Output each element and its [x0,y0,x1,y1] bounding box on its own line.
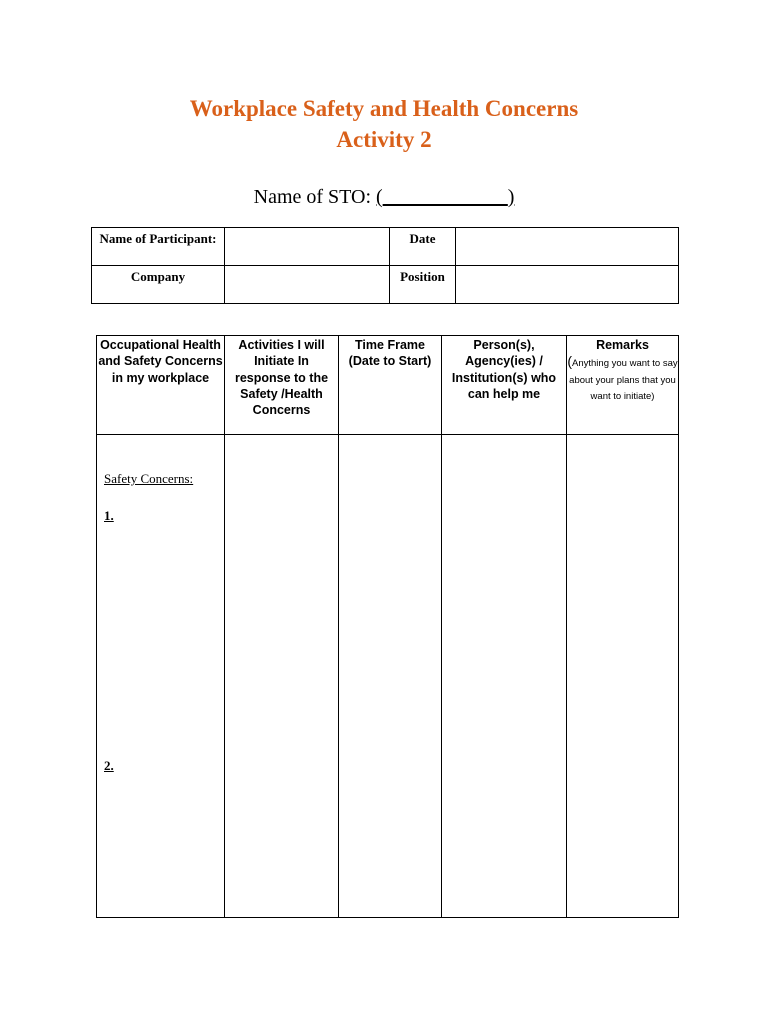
info-row-company-position [92,266,679,304]
concerns-header-row [97,336,679,435]
concerns-cell[interactable] [97,435,225,918]
document-title: Workplace Safety and Health Concerns [189,96,579,121]
participant-info-table [91,227,679,304]
position-field[interactable] [456,266,679,304]
header-remarks: Remarks (Anything you want to say about your plans that you want to initiate) [567,336,679,435]
position-label: Position [390,266,456,304]
header-persons: Person(s), Agency(ies) / Institution(s) who can help me [442,336,567,435]
safety-concerns-label: Safety Concerns: [104,471,194,486]
item-number-2: 2. [104,758,114,773]
persons-cell[interactable] [442,435,567,918]
date-field[interactable] [456,228,679,266]
concerns-body-row [97,435,679,918]
header-concerns: Occupational Health and Safety Concerns in my workplace [97,336,225,435]
remarks-cell[interactable] [567,435,679,918]
header-activities: Activities I will Initiate In response to the Safety /Health Concerns [225,336,339,435]
header-time-frame: Time Frame (Date to Start) [339,336,442,435]
sto-label: Name of STO: [253,186,377,208]
participant-name-label: Name of Participant: [92,228,225,266]
sto-blank-field[interactable]: (__ ___) [376,186,515,208]
sto-name-line [0,183,768,211]
item-number-1: 1. [104,508,114,523]
activity-title: Activity 2 [336,127,432,152]
activities-cell[interactable] [225,435,339,918]
date-label: Date [390,228,456,266]
time-frame-cell[interactable] [339,435,442,918]
remarks-subtext: Anything you want to say about your plans that you want to initiate) [569,358,678,402]
company-label: Company [92,266,225,304]
info-row-name-date [92,228,679,266]
concerns-table [96,335,679,918]
company-field[interactable] [225,266,390,304]
remarks-title: Remarks [596,338,649,352]
participant-name-field[interactable] [225,228,390,266]
